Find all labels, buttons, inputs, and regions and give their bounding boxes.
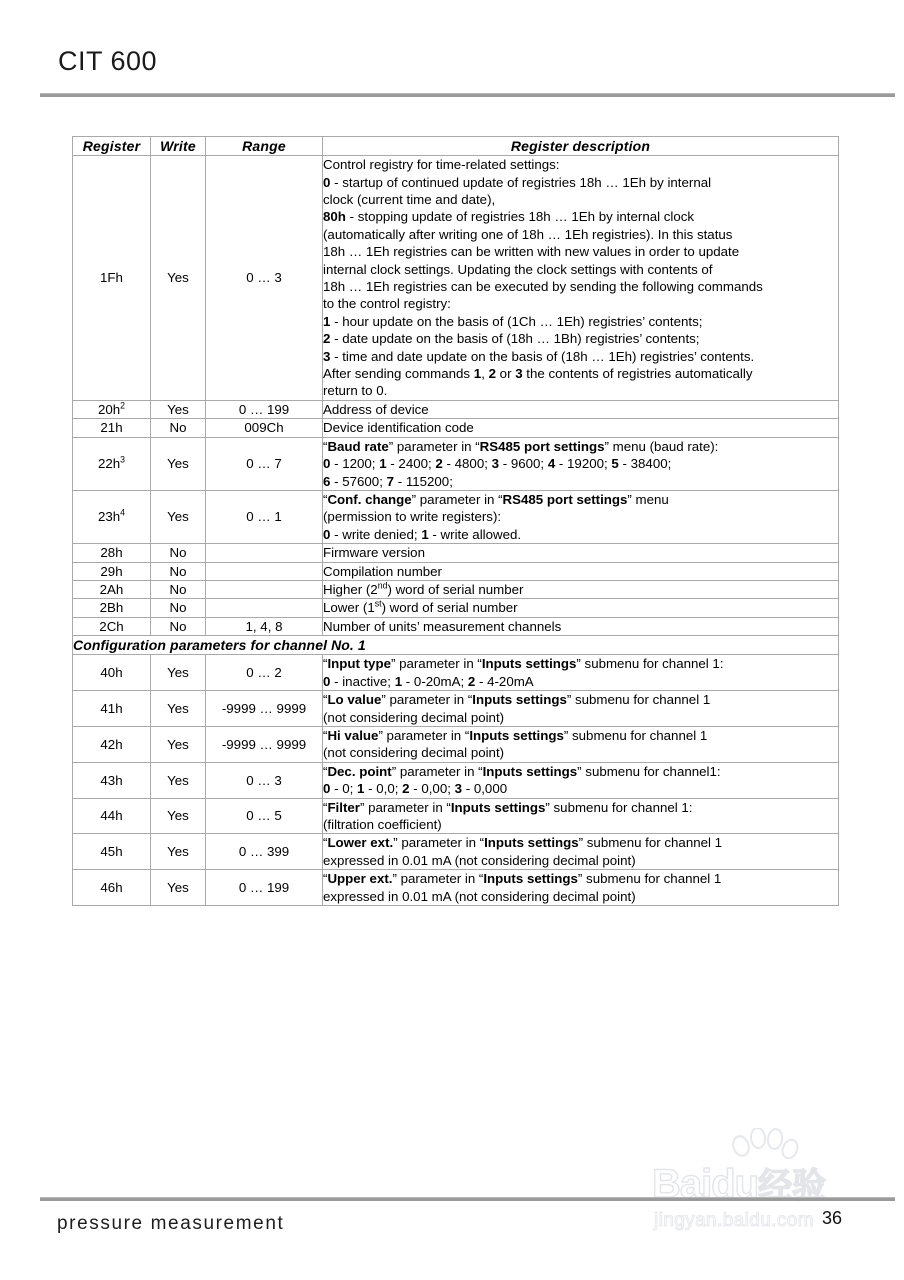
cell-range: -9999 … 9999 [206,726,323,762]
cell-range: 0 … 5 [206,798,323,834]
cell-register: 42h [73,726,151,762]
cell-register: 46h [73,870,151,906]
cell-write: Yes [151,726,206,762]
description-line: “Lower ext.” parameter in “Inputs settings” submenu for channel 1 [323,835,723,851]
table-row [73,599,839,617]
watermark-url: jingyan.baidu.com [654,1210,814,1231]
cell-description [323,156,839,401]
description-line: 3 - time and date update on the basis of (18h … 1Eh) registries’ contents. [323,348,755,364]
column-header-write: Write [151,137,206,156]
cell-write: Yes [151,762,206,798]
description-line: “Upper ext.” parameter in “Inputs settings” submenu for channel 1 [323,871,722,887]
cell-range: 0 … 199 [206,400,323,418]
description-line: “Baud rate” parameter in “RS485 port settings” menu (baud rate): [323,438,719,454]
cell-write: Yes [151,400,206,418]
cell-write: No [151,617,206,635]
cell-register: 29h [73,562,151,580]
cell-write: No [151,544,206,562]
description-line: Compilation number [323,563,442,579]
cell-range: 0 … 1 [206,490,323,543]
description-line: 6 - 57600; 7 - 115200; [323,473,453,489]
page-number: 36 [822,1208,843,1228]
watermark-brand-cn: 经验 [758,1167,827,1205]
cell-description [323,726,839,762]
paw-print-icon [730,1128,800,1172]
description-line: “Lo value” parameter in “Inputs settings” submenu for channel 1 [323,692,711,708]
cell-write: Yes [151,870,206,906]
cell-register: 2Bh [73,599,151,617]
description-line: expressed in 0.01 mA (not considering decimal point) [323,852,636,868]
cell-write: Yes [151,834,206,870]
cell-range: 0 … 399 [206,834,323,870]
table-row [73,870,839,906]
cell-write: Yes [151,655,206,691]
cell-range [206,544,323,562]
cell-description [323,419,839,437]
section-title: Configuration parameters for channel No. 1 [73,636,839,655]
column-header-register: Register [73,137,151,156]
register-table-container [72,136,838,906]
cell-write: No [151,580,206,598]
cell-range [206,580,323,598]
description-line: (automatically after writing one of 18h … 1Eh registries). In this status [323,226,733,242]
table-row [73,562,839,580]
cell-description [323,655,839,691]
cell-range: -9999 … 9999 [206,691,323,727]
cell-range: 0 … 2 [206,655,323,691]
description-line: expressed in 0.01 mA (not considering decimal point) [323,888,636,904]
cell-range: 0 … 7 [206,437,323,490]
description-line: clock (current time and date), [323,192,496,207]
cell-write: Yes [151,437,206,490]
description-line: Control registry for time-related settings: [323,157,560,173]
table-row [73,490,839,543]
cell-register: $23h^4$ [73,490,151,543]
cell-range [206,562,323,580]
cell-register: 21h [73,419,151,437]
column-header-description: Register description [323,137,839,156]
description-line: 0 - 0; 1 - 0,0; 2 - 0,00; 3 - 0,000 [323,781,508,797]
description-line: 18h … 1Eh registries can be written with new values in order to update [323,244,740,260]
cell-description [323,870,839,906]
cell-description [323,437,839,490]
cell-register: $22h^3$ [73,437,151,490]
cell-register: 2Ah [73,580,151,598]
cell-description [323,544,839,562]
description-line: “Filter” parameter in “Inputs settings” submenu for channel 1: [323,799,693,815]
description-line: 0 - inactive; 1 - 0-20mA; 2 - 4-20mA [323,673,534,689]
table-row [73,655,839,691]
cell-write: No [151,562,206,580]
table-row [73,798,839,834]
cell-range: 0 … 3 [206,156,323,401]
table-header-row [73,137,839,156]
cell-range: 0 … 3 [206,762,323,798]
description-line: Number of units’ measurement channels [323,618,562,634]
table-row [73,691,839,727]
table-row [73,726,839,762]
cell-description [323,834,839,870]
cell-range: 1, 4, 8 [206,617,323,635]
description-line: (not considering decimal point) [323,709,505,725]
cell-register: 40h [73,655,151,691]
cell-write: No [151,419,206,437]
description-line: Device identification code [323,420,474,436]
cell-register: 28h [73,544,151,562]
table-row [73,762,839,798]
baidu-watermark [652,1128,882,1240]
cell-description [323,617,839,635]
cell-register: 1Fh [73,156,151,401]
table-row [73,156,839,401]
cell-write: No [151,599,206,617]
table-header [73,137,839,156]
table-section-row [73,636,839,655]
description-line: After sending commands 1, 2 or 3 the contents of registries automatically [323,366,753,382]
description-line: 0 - 1200; 1 - 2400; 2 - 4800; 3 - 9600; 4 - 19200; 5 - 38400; [323,456,672,472]
description-line: Address of device [323,401,429,417]
table-body [73,156,839,906]
cell-description [323,490,839,543]
description-line: Firmware version [323,545,425,561]
table-row [73,400,839,418]
description-line: Lower (1st) word of serial number [323,598,518,616]
cell-register: 45h [73,834,151,870]
description-line: 0 - startup of continued update of registries 18h … 1Eh by internal [323,174,712,190]
description-line: “Hi value” parameter in “Inputs settings” submenu for channel 1 [323,727,708,743]
cell-register: 2Ch [73,617,151,635]
description-line: “Conf. change” parameter in “RS485 port settings” menu [323,491,669,507]
cell-register: 43h [73,762,151,798]
description-line: Higher (2nd) word of serial number [323,580,524,597]
description-line: 18h … 1Eh registries can be executed by sending the following commands [323,279,763,295]
page-header [0,0,904,100]
description-line: (not considering decimal point) [323,745,505,761]
table-row [73,834,839,870]
description-line: return to 0. [323,383,388,399]
cell-description [323,762,839,798]
cell-range: 0 … 199 [206,870,323,906]
description-line: 80h - stopping update of registries 18h … 1Eh by internal clock [323,209,695,225]
cell-write: Yes [151,156,206,401]
table-row [73,419,839,437]
cell-description [323,798,839,834]
footer-divider [40,1197,895,1201]
description-line: (permission to write registers): [323,509,502,525]
description-line: 0 - write denied; 1 - write allowed. [323,526,522,542]
description-line: “Dec. point” parameter in “Inputs settings” submenu for channel1: [323,763,721,779]
description-line: 1 - hour update on the basis of (1Ch … 1Eh) registries’ contents; [323,313,703,329]
cell-range: 009Ch [206,419,323,437]
cell-write: Yes [151,798,206,834]
page-title: CIT 600 [58,46,158,76]
cell-write: Yes [151,691,206,727]
footer-label: pressure measurement [57,1213,285,1234]
description-line: “Input type” parameter in “Inputs settings” submenu for channel 1: [323,656,724,672]
column-header-range: Range [206,137,323,156]
cell-write: Yes [151,490,206,543]
description-line: internal clock settings. Updating the clock settings with contents of [323,261,713,277]
cell-register: $20h^2$ [73,400,151,418]
cell-description [323,400,839,418]
cell-register: 44h [73,798,151,834]
cell-description [323,691,839,727]
watermark-brand: Baidu经验 [652,1162,827,1206]
table-row [73,437,839,490]
cell-description [323,599,839,617]
cell-range [206,599,323,617]
header-divider [40,93,895,97]
register-table [72,136,839,906]
description-line: to the control registry: [323,296,451,312]
cell-register: 41h [73,691,151,727]
table-row [73,580,839,598]
table-row [73,544,839,562]
description-line: (filtration coefficient) [323,817,442,832]
cell-description [323,580,839,598]
description-line: 2 - date update on the basis of (18h … 1Bh) registries’ contents; [323,331,700,347]
table-row [73,617,839,635]
cell-description [323,562,839,580]
